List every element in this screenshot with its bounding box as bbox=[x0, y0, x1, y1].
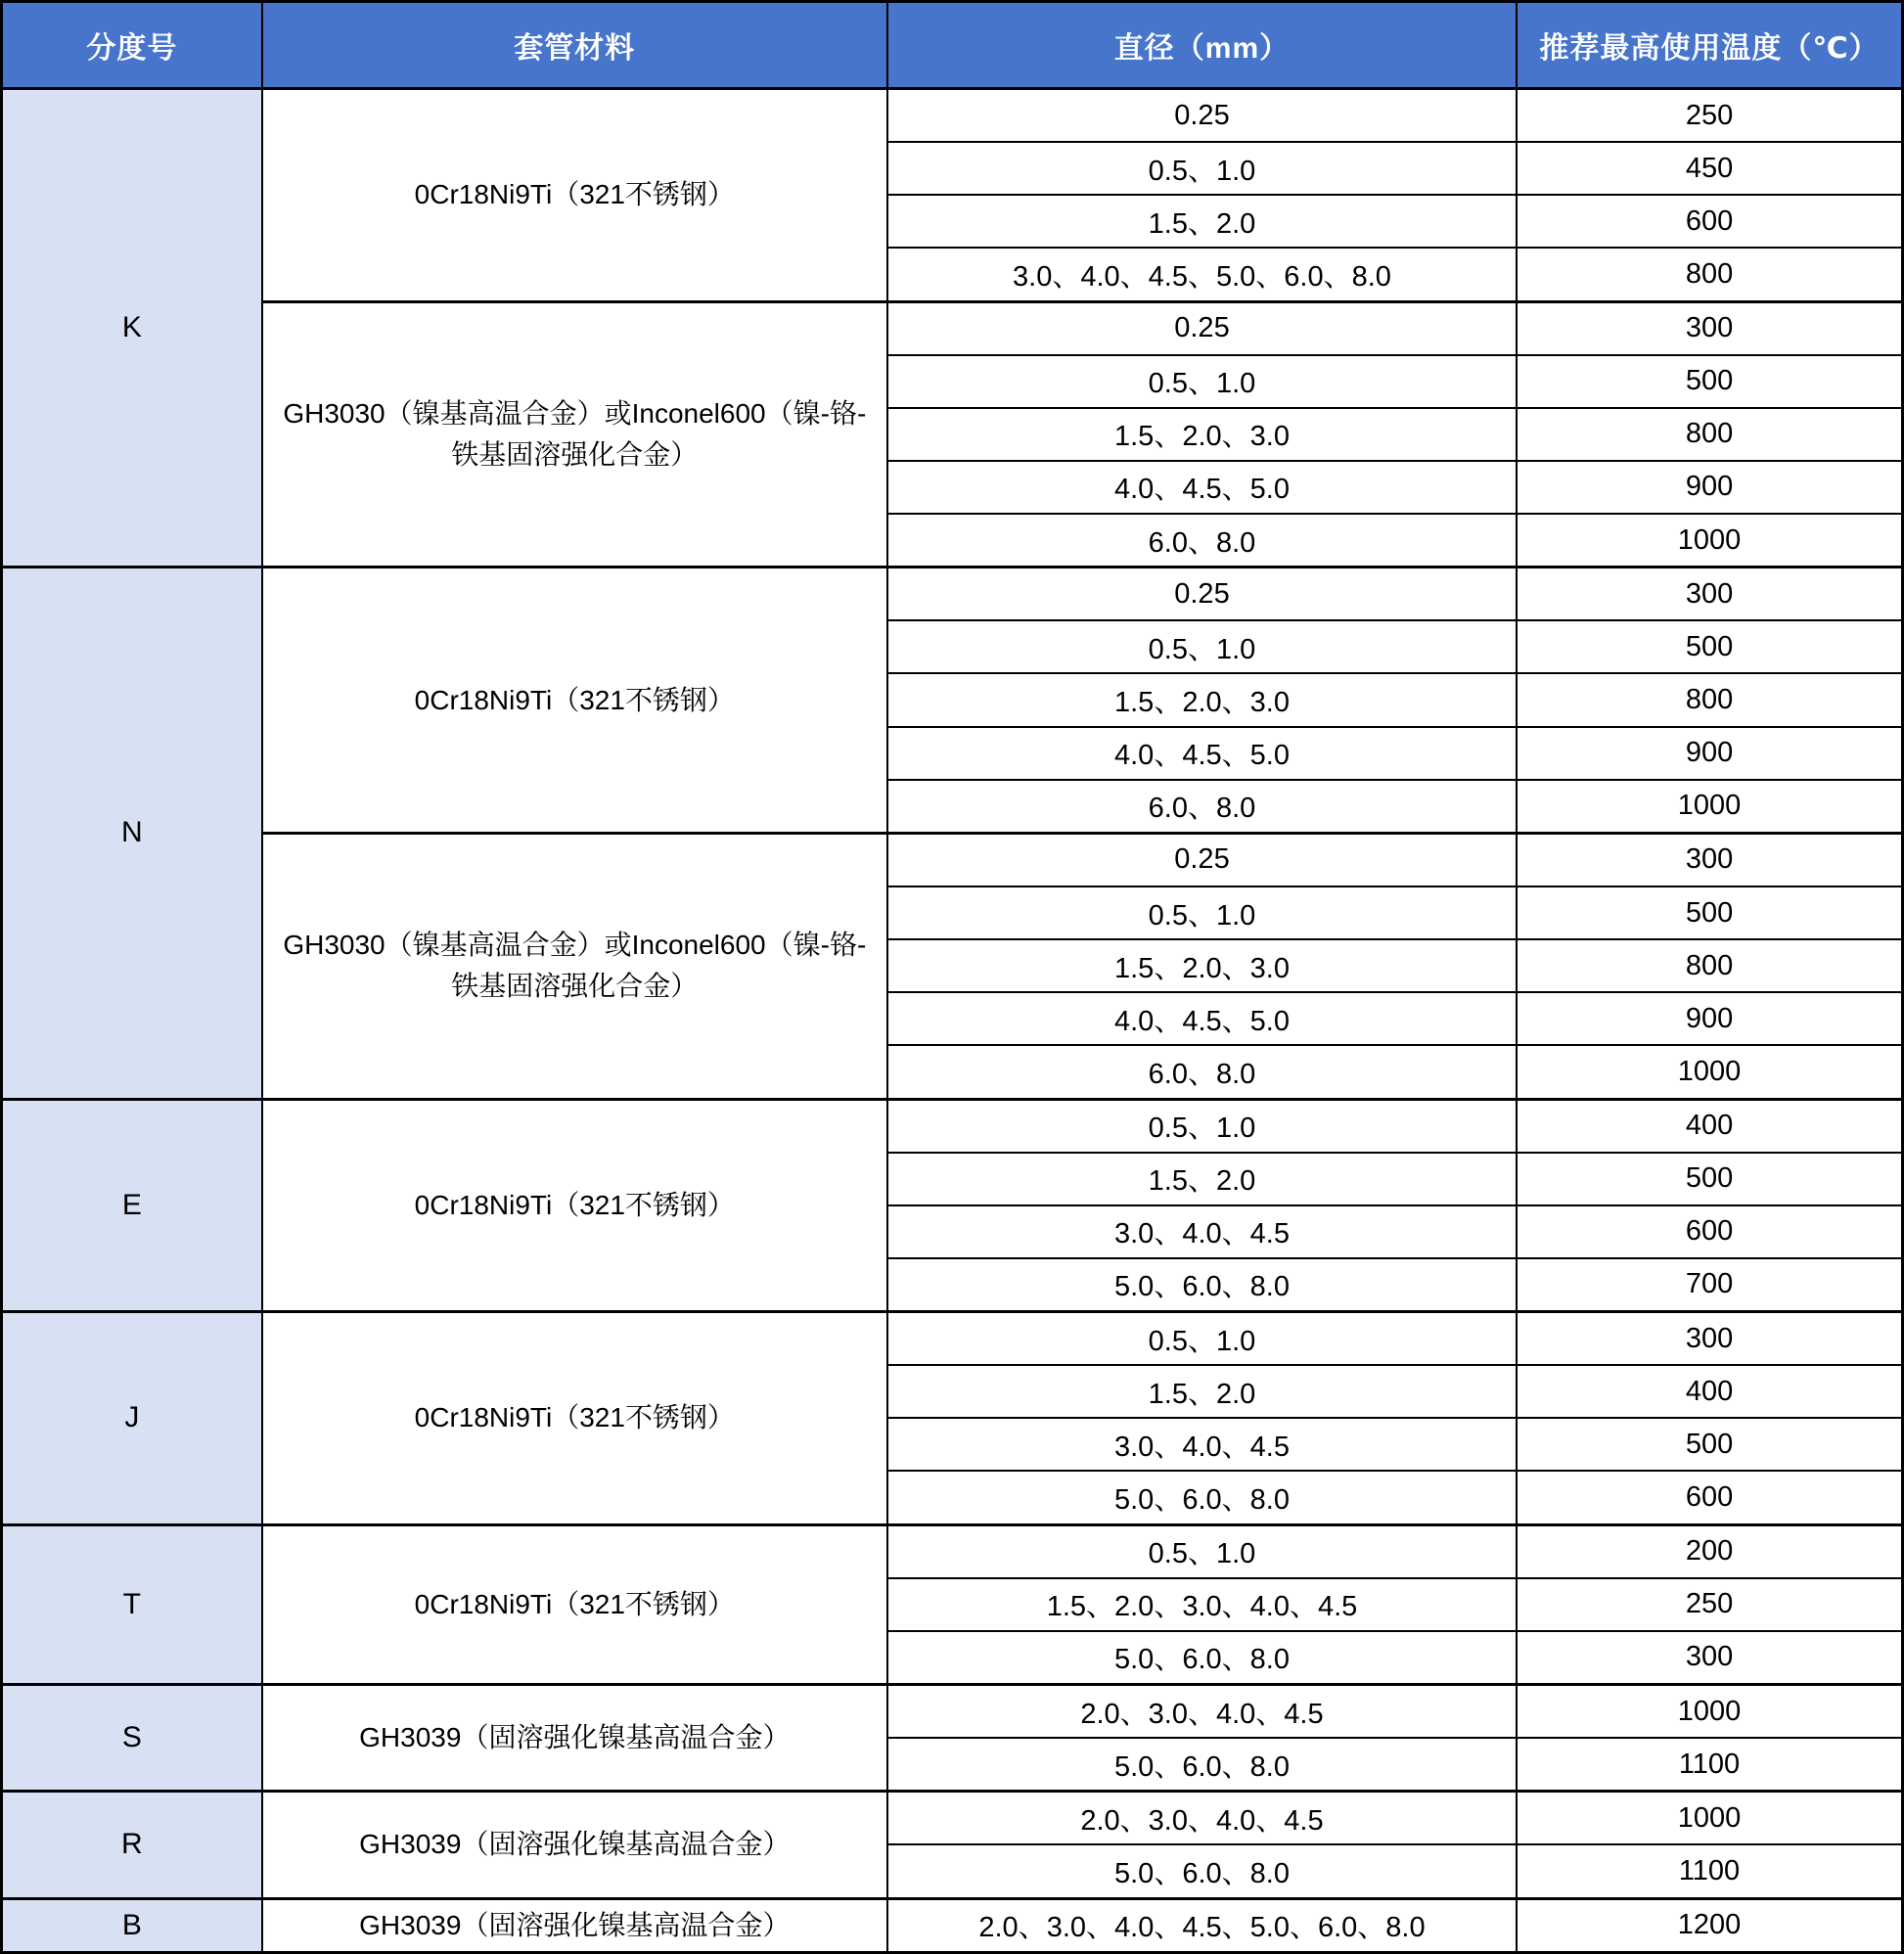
table-row bbox=[2, 89, 1903, 143]
diameter-cell: 0.25 bbox=[887, 89, 1517, 143]
diameter-cell: 5.0、6.0、8.0 bbox=[887, 1471, 1517, 1524]
max-temp-cell: 300 bbox=[1517, 568, 1902, 621]
max-temp-cell: 600 bbox=[1517, 1471, 1902, 1524]
max-temp-cell: 500 bbox=[1517, 1153, 1902, 1205]
material-cell: 0Cr18Ni9Ti（321不锈钢） bbox=[262, 1099, 887, 1312]
type-cell-N: N bbox=[2, 568, 262, 1099]
diameter-cell: 5.0、6.0、8.0 bbox=[887, 1844, 1517, 1898]
table-row bbox=[2, 833, 1903, 886]
max-temp-cell: 400 bbox=[1517, 1099, 1902, 1153]
diameter-cell: 2.0、3.0、4.0、4.5、5.0、6.0、8.0 bbox=[887, 1898, 1517, 1952]
table-row bbox=[2, 1792, 1903, 1845]
diameter-cell: 1.5、2.0 bbox=[887, 1153, 1517, 1205]
diameter-cell: 2.0、3.0、4.0、4.5 bbox=[887, 1792, 1517, 1845]
table-row bbox=[2, 1684, 1903, 1738]
column-header-material: 套管材料 bbox=[262, 2, 887, 89]
table-row bbox=[2, 301, 1903, 355]
table-body bbox=[2, 89, 1903, 1953]
max-temp-cell: 600 bbox=[1517, 1205, 1902, 1258]
table-row bbox=[2, 1099, 1903, 1153]
column-header-type: 分度号 bbox=[2, 2, 262, 89]
diameter-cell: 2.0、3.0、4.0、4.5 bbox=[887, 1684, 1517, 1738]
diameter-cell: 6.0、8.0 bbox=[887, 514, 1517, 568]
column-header-max-temp: 推荐最高使用温度（℃） bbox=[1517, 2, 1902, 89]
type-cell-K: K bbox=[2, 89, 262, 568]
type-cell-B: B bbox=[2, 1898, 262, 1952]
table-header-row bbox=[2, 2, 1903, 89]
diameter-cell: 1.5、2.0 bbox=[887, 195, 1517, 248]
table-row bbox=[2, 1524, 1903, 1578]
max-temp-cell: 300 bbox=[1517, 1312, 1902, 1366]
diameter-cell: 6.0、8.0 bbox=[887, 1045, 1517, 1099]
max-temp-cell: 400 bbox=[1517, 1365, 1902, 1418]
diameter-cell: 0.25 bbox=[887, 833, 1517, 886]
diameter-cell: 1.5、2.0、3.0、4.0、4.5 bbox=[887, 1578, 1517, 1631]
max-temp-cell: 1100 bbox=[1517, 1844, 1902, 1898]
table-row bbox=[2, 1898, 1903, 1952]
max-temp-cell: 500 bbox=[1517, 886, 1902, 939]
diameter-cell: 0.5、1.0 bbox=[887, 355, 1517, 408]
material-cell: 0Cr18Ni9Ti（321不锈钢） bbox=[262, 1524, 887, 1684]
diameter-cell: 3.0、4.0、4.5 bbox=[887, 1205, 1517, 1258]
material-cell: GH3039（固溶强化镍基高温合金） bbox=[262, 1684, 887, 1791]
table-row bbox=[2, 1312, 1903, 1366]
diameter-cell: 4.0、4.5、5.0 bbox=[887, 992, 1517, 1045]
max-temp-cell: 900 bbox=[1517, 992, 1902, 1045]
max-temp-cell: 500 bbox=[1517, 355, 1902, 408]
type-cell-S: S bbox=[2, 1684, 262, 1791]
diameter-cell: 0.5、1.0 bbox=[887, 1099, 1517, 1153]
max-temp-cell: 1000 bbox=[1517, 1792, 1902, 1845]
column-header-diameter: 直径（mm） bbox=[887, 2, 1517, 89]
diameter-cell: 4.0、4.5、5.0 bbox=[887, 461, 1517, 514]
max-temp-cell: 1000 bbox=[1517, 1684, 1902, 1738]
type-cell-R: R bbox=[2, 1792, 262, 1898]
diameter-cell: 1.5、2.0、3.0 bbox=[887, 673, 1517, 726]
max-temp-cell: 1100 bbox=[1517, 1738, 1902, 1792]
max-temp-cell: 200 bbox=[1517, 1524, 1902, 1578]
diameter-cell: 1.5、2.0、3.0 bbox=[887, 408, 1517, 461]
max-temp-cell: 800 bbox=[1517, 408, 1902, 461]
max-temp-cell: 250 bbox=[1517, 1578, 1902, 1631]
diameter-cell: 1.5、2.0、3.0 bbox=[887, 939, 1517, 992]
material-cell: 0Cr18Ni9Ti（321不锈钢） bbox=[262, 568, 887, 834]
diameter-cell: 5.0、6.0、8.0 bbox=[887, 1258, 1517, 1312]
max-temp-cell: 1000 bbox=[1517, 1045, 1902, 1099]
diameter-cell: 0.5、1.0 bbox=[887, 620, 1517, 673]
diameter-cell: 1.5、2.0 bbox=[887, 1365, 1517, 1418]
max-temp-cell: 1000 bbox=[1517, 780, 1902, 834]
diameter-cell: 3.0、4.0、4.5 bbox=[887, 1418, 1517, 1471]
max-temp-cell: 1000 bbox=[1517, 514, 1902, 568]
max-temp-cell: 600 bbox=[1517, 195, 1902, 248]
diameter-cell: 0.5、1.0 bbox=[887, 1312, 1517, 1366]
diameter-cell: 4.0、4.5、5.0 bbox=[887, 727, 1517, 780]
max-temp-cell: 300 bbox=[1517, 1631, 1902, 1685]
diameter-cell: 0.25 bbox=[887, 568, 1517, 621]
type-cell-T: T bbox=[2, 1524, 262, 1684]
material-cell: GH3039（固溶强化镍基高温合金） bbox=[262, 1898, 887, 1952]
type-cell-E: E bbox=[2, 1099, 262, 1312]
max-temp-cell: 800 bbox=[1517, 939, 1902, 992]
material-cell: GH3030（镍基高温合金）或Inconel600（镍-铬-铁基固溶强化合金） bbox=[262, 833, 887, 1099]
diameter-cell: 0.5、1.0 bbox=[887, 142, 1517, 195]
max-temp-cell: 300 bbox=[1517, 833, 1902, 886]
max-temp-cell: 450 bbox=[1517, 142, 1902, 195]
diameter-cell: 6.0、8.0 bbox=[887, 780, 1517, 834]
diameter-cell: 5.0、6.0、8.0 bbox=[887, 1631, 1517, 1685]
max-temp-cell: 500 bbox=[1517, 620, 1902, 673]
diameter-cell: 0.5、1.0 bbox=[887, 886, 1517, 939]
material-cell: GH3039（固溶强化镍基高温合金） bbox=[262, 1792, 887, 1898]
diameter-cell: 5.0、6.0、8.0 bbox=[887, 1738, 1517, 1792]
max-temp-cell: 500 bbox=[1517, 1418, 1902, 1471]
type-cell-J: J bbox=[2, 1312, 262, 1525]
max-temp-cell: 900 bbox=[1517, 461, 1902, 514]
material-cell: 0Cr18Ni9Ti（321不锈钢） bbox=[262, 89, 887, 302]
diameter-cell: 0.25 bbox=[887, 301, 1517, 355]
diameter-cell: 3.0、4.0、4.5、5.0、6.0、8.0 bbox=[887, 248, 1517, 301]
diameter-cell: 0.5、1.0 bbox=[887, 1524, 1517, 1578]
max-temp-cell: 800 bbox=[1517, 673, 1902, 726]
max-temp-cell: 700 bbox=[1517, 1258, 1902, 1312]
max-temp-cell: 1200 bbox=[1517, 1898, 1902, 1952]
table-row bbox=[2, 568, 1903, 621]
max-temp-cell: 800 bbox=[1517, 248, 1902, 301]
material-cell: GH3030（镍基高温合金）或Inconel600（镍-铬-铁基固溶强化合金） bbox=[262, 301, 887, 568]
max-temp-cell: 300 bbox=[1517, 301, 1902, 355]
max-temp-cell: 250 bbox=[1517, 89, 1902, 143]
max-temp-cell: 900 bbox=[1517, 727, 1902, 780]
material-cell: 0Cr18Ni9Ti（321不锈钢） bbox=[262, 1312, 887, 1525]
